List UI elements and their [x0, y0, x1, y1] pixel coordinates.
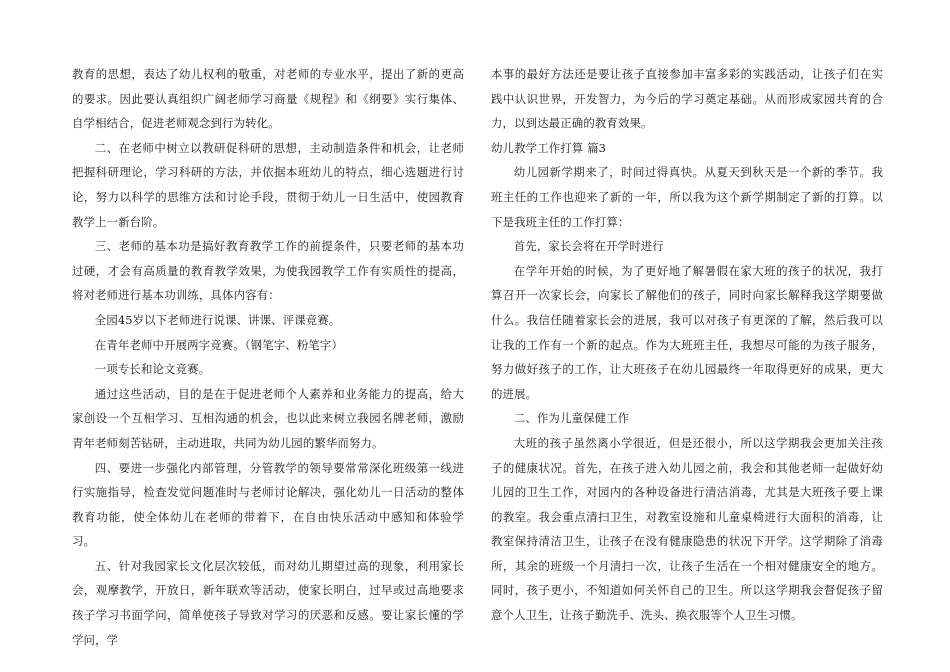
paragraph-intro: 幼儿园新学期来了，时间过得真快。从夏天到秋天是一个新的季节。我班主任的工作也迎来了新的一年，所以我为这个新学期制定了新的打算。以下是我班主任的工作打算：	[491, 165, 883, 229]
paragraph-activities-purpose: 通过这些活动，目的是在于促进老师个人素养和业务能力的提高，给大家创设一个互相学习、互相沟通的机会，也以此来树立我园名牌老师，激励青年老师刻苦钻研，主动进取，共同为幼儿园的繁华而努力。	[72, 386, 464, 450]
list-item-speaking-contest: 全园45岁以下老师进行说课、讲课、评课竞赛。	[94, 312, 341, 327]
right-column	[491, 62, 883, 628]
section-heading: 幼儿教学工作打算 篇3	[491, 140, 607, 155]
paragraph-continued: 本事的最好方法还是要让孩子直接参加丰富多彩的实践活动，让孩子们在实践中认识世界，开发智力，为今后的学习奠定基础。从而形成家园共育的合力，以到达最正确的教育效果。	[491, 67, 883, 131]
subheading-health-care: 二、作为儿童保健工作	[513, 411, 630, 426]
paragraph-continued: 教育的思想，表达了幼儿权利的敬重，对老师的专业水平，提出了新的更高的要求。因此要认真组织广阔老师学习商量《规程》和《纲要》实行集体、自学相结合，促进老师观念到行为转化。	[72, 67, 464, 131]
subheading-parents-meeting: 首先，家长会将在开学时进行	[513, 239, 664, 254]
paragraph-health-care: 大班的孩子虽然离小学很近，但是还很小，所以这学期我会更加关注孩子的健康状况。首先，在孩子进入幼儿园之前，我会和其他老师一起做好幼儿园的卫生工作，对园内的各种设备进行清洁消毒，尤其是大班孩子要上课的教室。我会重点清扫卫生，对教室设施和儿童桌椅进行大面积的消毒，让教室保持清洁卫生，让孩子在没有健康隐患的状况下开学。这学期除了消毒所，其余的班级一个月清扫一次，让孩子生活在一个相对健康安全的地方。同时，孩子更小，不知道如何关怀自己的卫生。所以这学期我会督促孩子留意个人卫生，让孩子勤洗手、洗头、换衣服等个人卫生习惯。	[491, 435, 883, 623]
paragraph-item-4: 四、要进一步强化内部管理，分管教学的领导要常常深化班级第一线进行实施指导，检查发觉问题准时与老师讨论解决，强化幼儿一日活动的整体教育功能，使全体幼儿在老师的带着下，在自由快乐活动中感知和体验学习。	[72, 460, 464, 549]
paragraph-item-3: 三、老师的基本功是搞好教育教学工作的前提条件，只要老师的基本功过硬，才会有高质量的教育教学效果，为使我园教学工作有实质性的提高，将对老师进行基本功训练，具体内容有：	[72, 239, 464, 303]
list-item-thesis-contest: 一项专长和论文竞赛。	[94, 362, 211, 377]
paragraph-item-5: 五、针对我园家长文化层次较低，而对幼儿期望过高的现象，利用家长会，观摩教学，开放日，新年联欢等活动，使家长明白，过早或过高地要求孩子学习书面学问，简单使孩子导致对学习的厌恶和反感。要让家长懂的学学问，学	[72, 558, 464, 647]
paragraph-item-2: 二、在老师中树立以教研促科研的思想，主动制造条件和机会，让老师把握科研理论，学习科研的方法，并依据本班幼儿的特点，细心选题进行讨论，努力以科学的思维方法和讨论手段，贯彻于幼儿一日生活中，使园教育教学上一新台阶。	[72, 140, 464, 229]
left-column	[72, 62, 464, 652]
list-item-calligraphy-contest: 在青年老师中开展两字竞赛。（钢笔字、粉笔字）	[94, 337, 343, 352]
paragraph-parents-meeting: 在学年开始的时候，为了更好地了解暑假在家大班的孩子的状况，我打算召开一次家长会，向家长了解他们的孩子，同时向家长解释我这学期要做什么。我信任随着家长会的进展，我可以对孩子有更深的了解，然后我可以让我的工作有一个新的起点。作为大班班主任，我想尽可能的为孩子服务，努力做好孩子的工作，让大班孩子在幼儿园最终一年取得更好的成果，更大的进展。	[491, 263, 883, 401]
